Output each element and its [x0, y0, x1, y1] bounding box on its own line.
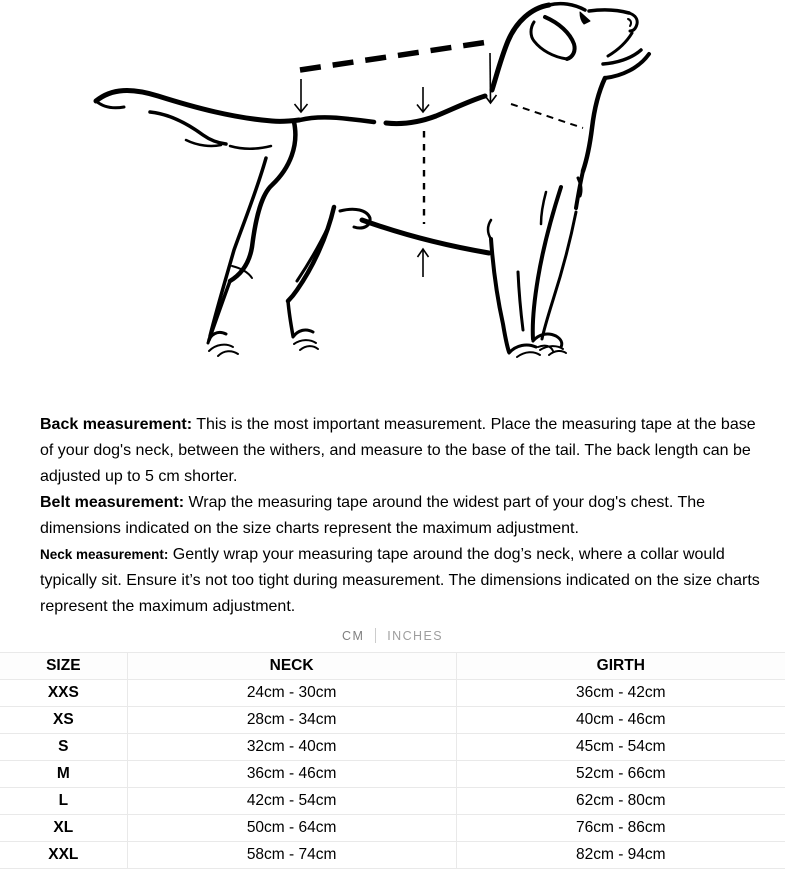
neck-cell: 42cm - 54cm: [127, 788, 456, 815]
table-row: [0, 680, 785, 707]
neck-cell: 28cm - 34cm: [127, 707, 456, 734]
belt-measurement-label: Belt measurement:: [40, 494, 185, 511]
header-girth: GIRTH: [456, 653, 785, 680]
back-measurement-dashed-line: [300, 42, 488, 70]
size-table-header-row: [0, 653, 785, 680]
girth-cell: 76cm - 86cm: [456, 815, 785, 842]
back-measurement-label: Back measurement:: [40, 416, 193, 433]
table-row: [0, 815, 785, 842]
belt-measurement-paragraph: [40, 490, 767, 542]
table-row: [0, 788, 785, 815]
neck-cell: 32cm - 40cm: [127, 734, 456, 761]
arrow-down-middle: [417, 87, 429, 112]
size-cell: XS: [0, 707, 127, 734]
belt-measurement-text: Wrap the measuring tape around the widest part of your dog's chest. The dimensions indicated on the size charts represent the maximum adjustment.: [40, 494, 706, 537]
back-measurement-text: This is the most important measurement. Place the measuring tape at the base of your dog's neck, between the withers, and measure to the base of the tail. The back length can be adjusted up to 5 cm shorter.: [40, 416, 756, 485]
dog-measurement-diagram: [0, 0, 785, 398]
back-measurement-paragraph: [40, 412, 767, 490]
size-cell: S: [0, 734, 127, 761]
girth-cell: 52cm - 66cm: [456, 761, 785, 788]
unit-toggle: [0, 628, 785, 643]
header-neck: NECK: [127, 653, 456, 680]
neck-cell: 24cm - 30cm: [127, 680, 456, 707]
unit-inches-button[interactable]: INCHES: [387, 628, 443, 643]
table-row: [0, 707, 785, 734]
table-row: [0, 761, 785, 788]
unit-cm-button[interactable]: CM: [342, 628, 365, 643]
size-cell: XL: [0, 815, 127, 842]
size-cell: M: [0, 761, 127, 788]
header-size: SIZE: [0, 653, 127, 680]
neck-cell: 36cm - 46cm: [127, 761, 456, 788]
table-row: [0, 734, 785, 761]
girth-cell: 82cm - 94cm: [456, 842, 785, 869]
size-cell: XXL: [0, 842, 127, 869]
neck-measurement-text: Gently wrap your measuring tape around the dog’s neck, where a collar would typically sit. Ensure it’s not too tight during measurement. The dimensions indicated on the size charts represent the maximum adjustment.: [40, 546, 760, 615]
girth-cell: 36cm - 42cm: [456, 680, 785, 707]
size-cell: L: [0, 788, 127, 815]
arrow-down-tail: [295, 79, 308, 112]
size-table: [0, 652, 785, 869]
arrow-up-belly: [418, 249, 429, 277]
neck-measurement-paragraph: [40, 542, 767, 620]
neck-measurement-dashed-line: [511, 104, 583, 128]
unit-toggle-divider: [375, 628, 376, 643]
dog-line-art: [0, 0, 785, 398]
size-cell: XXS: [0, 680, 127, 707]
table-row: [0, 842, 785, 869]
neck-cell: 50cm - 64cm: [127, 815, 456, 842]
girth-cell: 40cm - 46cm: [456, 707, 785, 734]
girth-cell: 62cm - 80cm: [456, 788, 785, 815]
girth-cell: 45cm - 54cm: [456, 734, 785, 761]
neck-measurement-label: Neck measurement:: [40, 547, 169, 562]
measurement-instructions: [0, 398, 785, 620]
neck-cell: 58cm - 74cm: [127, 842, 456, 869]
